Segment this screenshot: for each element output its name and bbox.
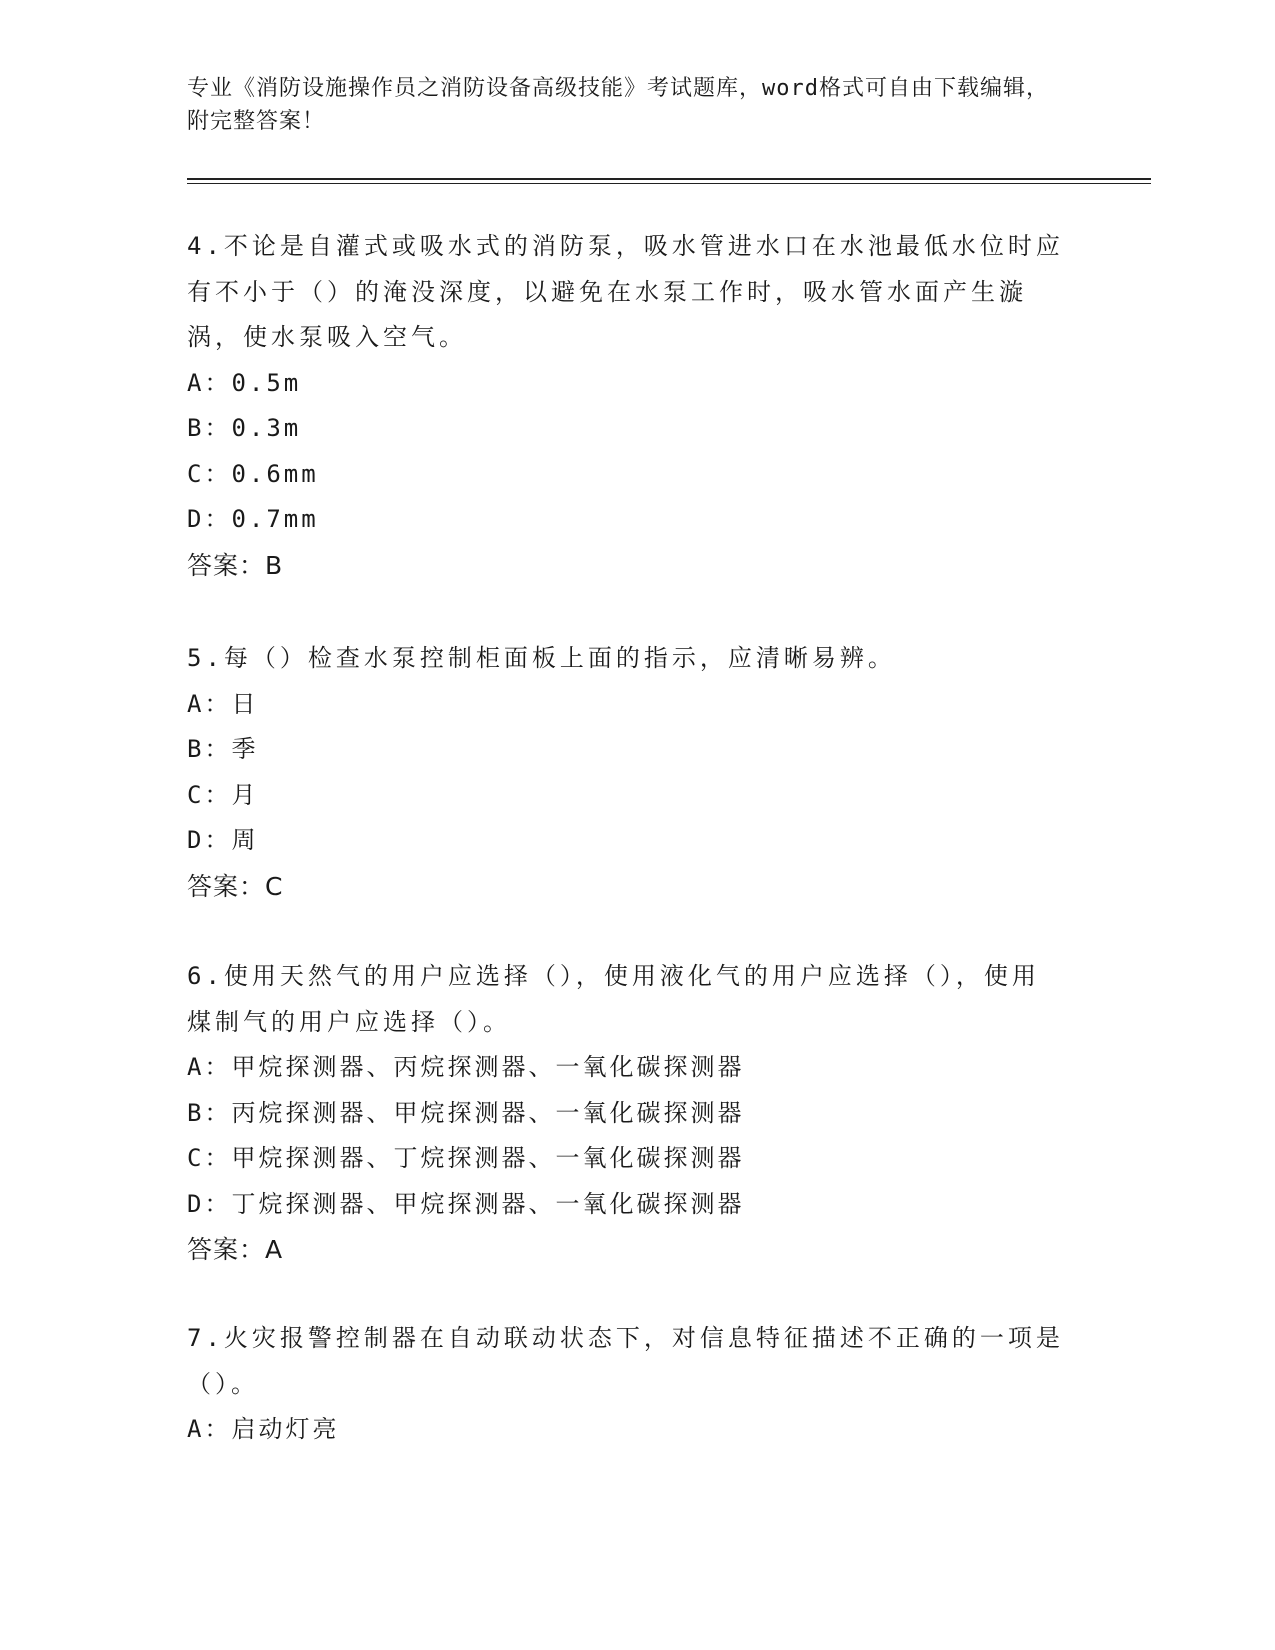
option-a: A：0.5m: [187, 368, 302, 397]
answer: 答案：C: [187, 871, 284, 901]
option-b: B：季: [187, 735, 259, 763]
option-c: C：月: [187, 780, 259, 809]
option-c: C：甲烷探测器、丁烷探测器、一氧化碳探测器: [187, 1144, 745, 1172]
header-divider: [187, 178, 1151, 180]
question-stem: 4.不论是自灌式或吸水式的消防泵，吸水管进水口在水池最低水位时应有不小于（）的淹没深度，以避免在水泵工作时，吸水管水面产生漩涡，使水泵吸入空气。: [187, 232, 1064, 351]
answer: 答案：A: [187, 1235, 284, 1264]
option-b: B：丙烷探测器、甲烷探测器、一氧化碳探测器: [187, 1098, 745, 1127]
option-c: C：0.6mm: [187, 459, 319, 488]
option-d: D：0.7mm: [187, 505, 319, 533]
option-d: D：丁烷探测器、甲烷探测器、一氧化碳探测器: [187, 1189, 745, 1218]
question-6: [187, 954, 1067, 1273]
question-5: [187, 636, 1067, 909]
option-a: A：日: [187, 689, 259, 718]
question-4: [187, 224, 1067, 588]
option-a: A：甲烷探测器、丙烷探测器、一氧化碳探测器: [187, 1053, 745, 1081]
option-b: B：0.3m: [187, 414, 302, 442]
question-stem: 7.火灾报警控制器在自动联动状态下，对信息特征描述不正确的一项是（）。: [187, 1324, 1064, 1398]
answer: 答案：B: [187, 550, 284, 580]
header-divider-thin: [187, 183, 1151, 184]
question-stem: 6.使用天然气的用户应选择（），使用液化气的用户应选择（），使用煤制气的用户应选择（）。: [187, 962, 1040, 1036]
option-d: D：周: [187, 826, 259, 854]
option-a: A：启动灯亮: [187, 1415, 340, 1443]
question-7: [187, 1316, 1067, 1453]
question-stem: 5.每（）检查水泵控制柜面板上面的指示，应清晰易辨。: [187, 644, 896, 672]
document-intro: 专业《消防设施操作员之消防设备高级技能》考试题库，word格式可自由下载编辑，附完整答案！: [187, 76, 1049, 134]
